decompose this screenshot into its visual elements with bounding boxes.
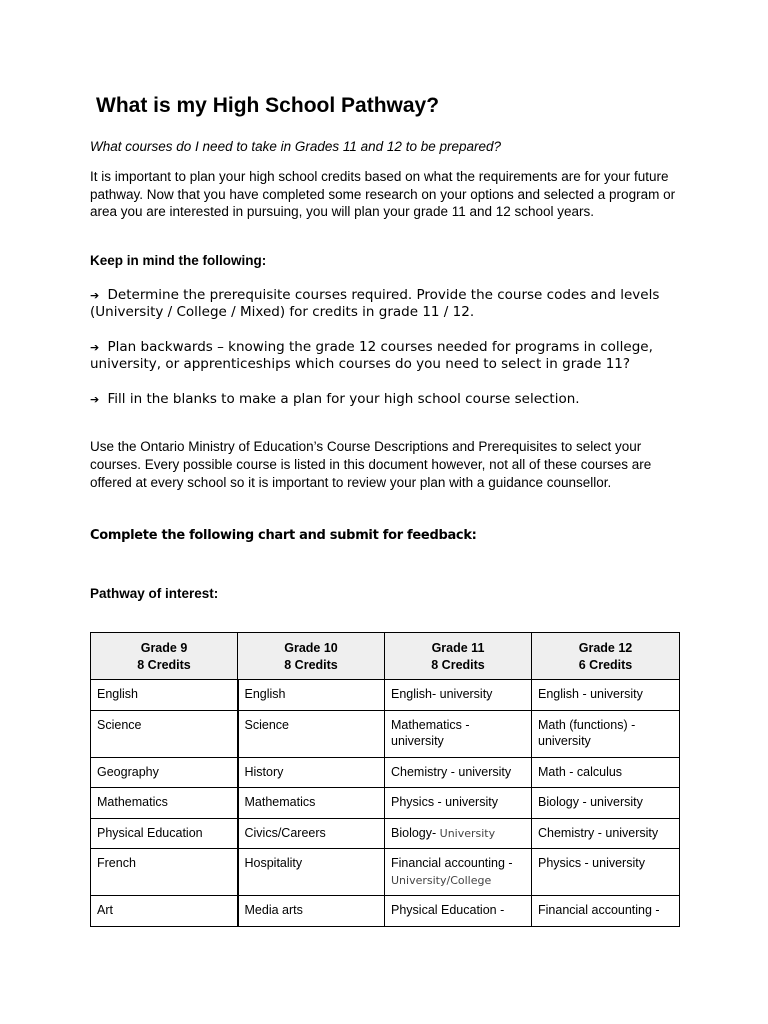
cell-grade-9: Mathematics — [91, 788, 238, 819]
bullet-item-prerequisites — [90, 287, 690, 321]
cell-grade-11: Mathematics - university — [385, 710, 532, 757]
cell-grade-10: Civics/Careers — [238, 818, 385, 849]
course-plan-table — [90, 632, 680, 927]
table-row — [91, 896, 680, 927]
cell-grade-10: Science — [238, 710, 385, 757]
table-row — [91, 757, 680, 788]
cell-grade-12: Physics - university — [532, 849, 680, 896]
cell-grade-11: Financial accounting - University/College — [385, 849, 532, 896]
ministry-note: Use the Ontario Ministry of Education’s Course Descriptions and Prerequisites to select your courses. Every possible course is listed in this document however, not all of these courses are offered at every school so it is important to review your plan with a guidance counsellor. — [90, 439, 652, 490]
bullet-item-fill-blanks — [90, 391, 690, 408]
cell-grade-11: Physics - university — [385, 788, 532, 819]
cell-grade-9: French — [91, 849, 238, 896]
cell-grade-12: Math (functions) - university — [532, 710, 680, 757]
cell-grade-9: Science — [91, 710, 238, 757]
table-row — [91, 710, 680, 757]
table-row — [91, 788, 680, 819]
cell-grade-11: Chemistry - university — [385, 757, 532, 788]
intro-paragraph: It is important to plan your high school credits based on what the requirements are for your future pathway. Now that you have completed some research on your options and selected a program or area you are interested in pursuing, you will plan your grade 11 and 12 school years. — [90, 169, 676, 219]
cell-grade-9: Geography — [91, 757, 238, 788]
cell-grade-12: English - university — [532, 680, 680, 711]
cell-grade-10: History — [238, 757, 385, 788]
cell-grade-10: Hospitality — [238, 849, 385, 896]
arrow-icon: ➔ — [90, 341, 100, 354]
bullet-text: Determine the prerequisite courses required. Provide the course codes and levels (University / College / Mixed) for credits in grade 11 / 12. — [90, 287, 660, 320]
table-row — [91, 680, 680, 711]
page-subtitle: What courses do I need to take in Grades 11 and 12 to be prepared? — [90, 139, 502, 154]
cell-grade-10: English — [238, 680, 385, 711]
cell-grade-12: Financial accounting - — [532, 896, 680, 927]
bullet-item-plan-backwards — [90, 339, 690, 373]
bullet-text: Plan backwards – knowing the grade 12 courses needed for programs in college, university, or apprenticeships which courses do you need to select in grade 11? — [90, 339, 653, 372]
cell-grade-9: Art — [91, 896, 238, 927]
cell-grade-10: Media arts — [238, 896, 385, 927]
cell-grade-9: Physical Education — [91, 818, 238, 849]
keep-in-mind-heading: Keep in mind the following: — [90, 253, 267, 268]
header-grade-12: Grade 12 6 Credits — [532, 633, 680, 680]
arrow-icon: ➔ — [90, 289, 100, 302]
cell-grade-9: English — [91, 680, 238, 711]
table-row — [91, 849, 680, 896]
cell-grade-11: English- university — [385, 680, 532, 711]
cell-grade-10: Mathematics — [238, 788, 385, 819]
table-row — [91, 818, 680, 849]
table-header-row — [91, 633, 680, 680]
header-grade-9: Grade 9 8 Credits — [91, 633, 238, 680]
cell-grade-11: Biology- University — [385, 818, 532, 849]
pathway-of-interest-label: Pathway of interest: — [90, 586, 219, 601]
bullet-text: Fill in the blanks to make a plan for your high school course selection. — [107, 391, 580, 407]
cell-grade-11: Physical Education - — [385, 896, 532, 927]
arrow-icon: ➔ — [90, 393, 100, 406]
page-title: What is my High School Pathway? — [96, 94, 440, 117]
header-grade-10: Grade 10 8 Credits — [238, 633, 385, 680]
cell-grade-12: Math - calculus — [532, 757, 680, 788]
complete-chart-heading: Complete the following chart and submit for feedback: — [90, 528, 477, 543]
header-grade-11: Grade 11 8 Credits — [385, 633, 532, 680]
cell-grade-12: Biology - university — [532, 788, 680, 819]
cell-grade-12: Chemistry - university — [532, 818, 680, 849]
